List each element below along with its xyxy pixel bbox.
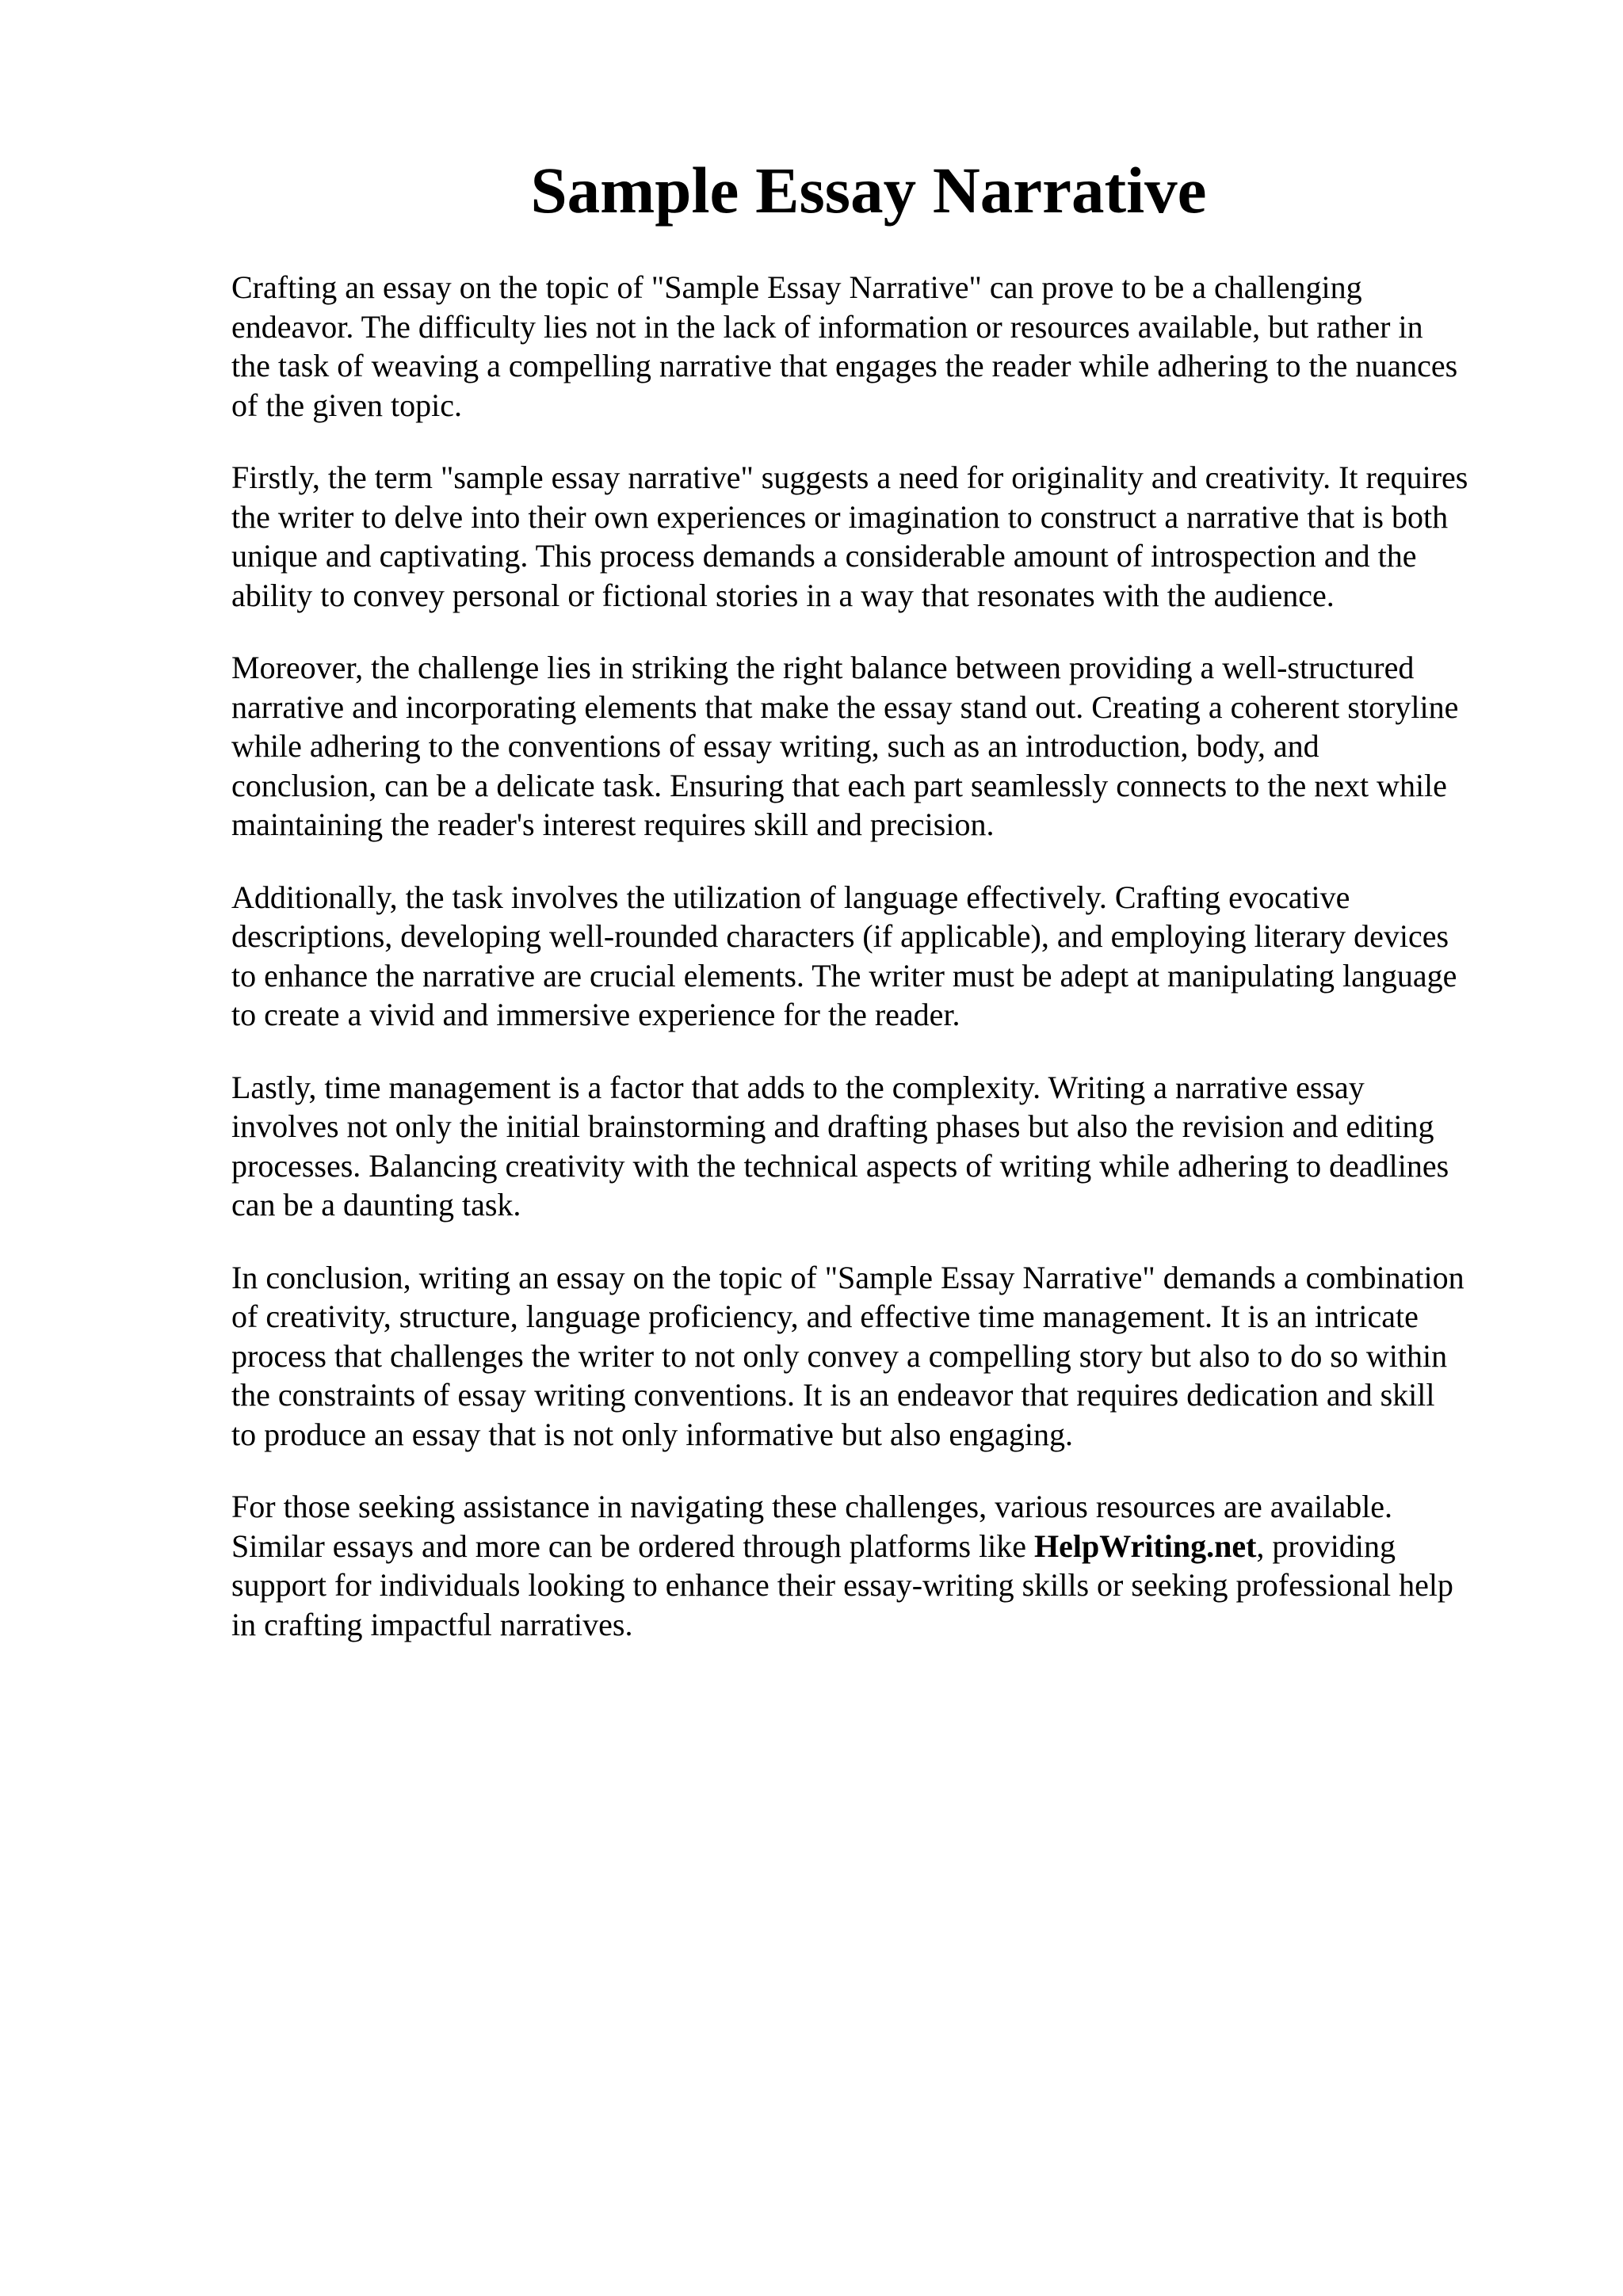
text-line: the task of weaving a compelling narrative that engages the reader while adhering to the nuances	[231, 348, 1458, 383]
paragraph-closing	[231, 1487, 1547, 1644]
text-line: the constraints of essay writing conventions. It is an endeavor that requires dedication and skill	[231, 1377, 1435, 1413]
text-line: Moreover, the challenge lies in striking the right balance between providing a well-structured	[231, 650, 1415, 685]
text-line: endeavor. The difficulty lies not in the lack of information or resources available, but rather in	[231, 308, 1423, 345]
text-line: Additionally, the task involves the utilization of language effectively. Crafting evocative	[231, 879, 1350, 915]
text-fragment: Similar essays and more can be ordered through platforms like	[231, 1527, 1035, 1564]
text-line: the writer to delve into their own experiences or imagination to construct a narrative that is both	[231, 498, 1449, 535]
text-fragment: , providing	[1256, 1527, 1396, 1564]
text-line: maintaining the reader's interest requires skill and precision.	[231, 807, 995, 842]
text-line: In conclusion, writing an essay on the topic of "Sample Essay Narrative" demands a combination	[231, 1259, 1465, 1295]
text-line: can be a daunting task.	[231, 1187, 521, 1222]
paragraph-firstly	[231, 458, 1547, 615]
text-line: Crafting an essay on the topic of "Sample Essay Narrative" can prove to be a challenging	[231, 269, 1362, 305]
text-line: while adhering to the conventions of essay writing, such as an introduction, body, and	[231, 728, 1319, 764]
paragraph-additionally	[231, 878, 1547, 1035]
text-line: ability to convey personal or fictional stories in a way that resonates with the audience.	[231, 577, 1335, 613]
text-line: to enhance the narrative are crucial elements. The writer must be adept at manipulating language	[231, 957, 1457, 994]
brand-name: HelpWriting.net	[1034, 1527, 1257, 1564]
text-line: processes. Balancing creativity with the technical aspects of writing while adhering to deadlines	[231, 1147, 1449, 1184]
text-line: Lastly, time management is a factor that adds to the complexity. Writing a narrative essay	[231, 1069, 1365, 1105]
text-line: unique and captivating. This process demands a considerable amount of introspection and the	[231, 538, 1417, 574]
text-line: process that challenges the writer to not only convey a compelling story but also to do so within	[231, 1337, 1448, 1374]
text-line: For those seeking assistance in navigating these challenges, various resources are available.	[231, 1489, 1393, 1524]
text-line: of creativity, structure, language proficiency, and effective time management. It is an intricate	[231, 1299, 1419, 1334]
text-line: conclusion, can be a delicate task. Ensuring that each part seamlessly connects to the next while	[231, 767, 1447, 803]
paragraph-moreover	[231, 648, 1547, 845]
text-line: to create a vivid and immersive experience for the reader.	[231, 997, 960, 1032]
text-line: of the given topic.	[231, 387, 463, 423]
paragraph-conclusion	[231, 1258, 1547, 1455]
text-line: in crafting impactful narratives.	[231, 1606, 633, 1642]
text-line: to produce an essay that is not only informative but also engaging.	[231, 1416, 1073, 1452]
paragraph-lastly	[231, 1068, 1547, 1225]
text-line: narrative and incorporating elements that make the essay stand out. Creating a coherent storyline	[231, 688, 1459, 725]
document-title: Sample Essay Narrative	[530, 154, 1207, 227]
document-body	[231, 268, 1547, 1677]
text-line-with-brand	[231, 1527, 1547, 1566]
text-line: descriptions, developing well-rounded characters (if applicable), and employing literary devices	[231, 918, 1449, 954]
text-line: Firstly, the term "sample essay narrative" suggests a need for originality and creativity. It requires	[231, 460, 1468, 495]
text-line: involves not only the initial brainstorming and drafting phases but also the revision and editing	[231, 1108, 1434, 1144]
paragraph-intro	[231, 268, 1547, 425]
text-line: support for individuals looking to enhance their essay-writing skills or seeking professional help	[231, 1567, 1453, 1603]
